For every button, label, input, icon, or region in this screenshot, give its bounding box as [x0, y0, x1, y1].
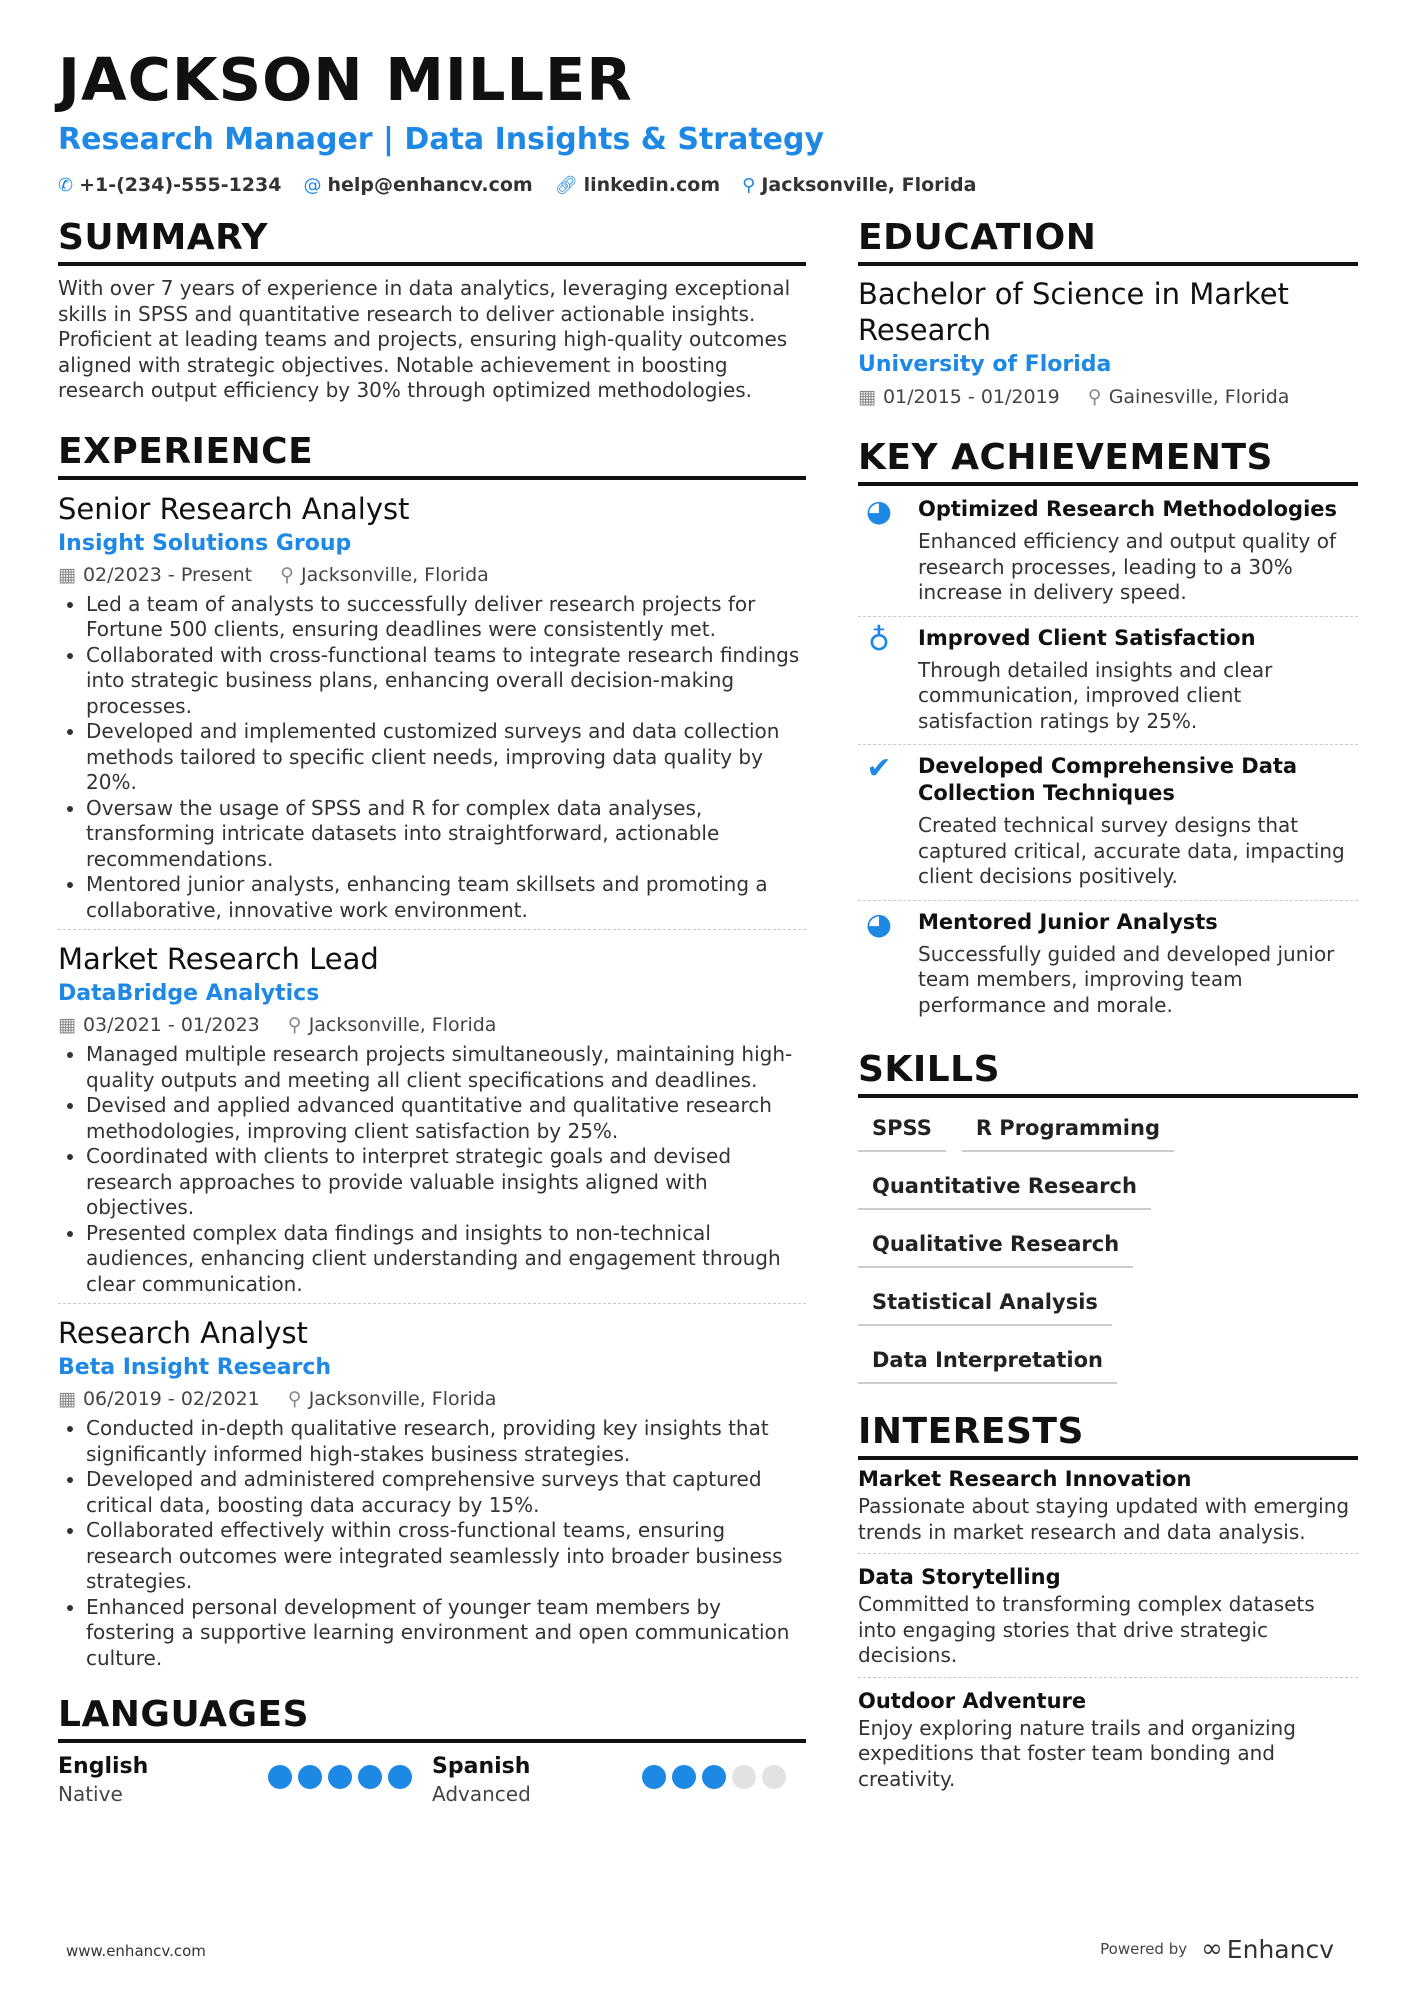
skills-heading: SKILLS [858, 1048, 1358, 1098]
achievement-title: Optimized Research Methodologies [918, 497, 1338, 521]
interest-title: Market Research Innovation [858, 1467, 1192, 1491]
head-lightbulb-icon: ◕ [865, 494, 893, 529]
rating-dot-filled [358, 1765, 382, 1789]
interest-item [858, 1464, 1358, 1554]
calendar-icon: ▦ [858, 386, 876, 408]
footer-brand [1100, 1934, 1334, 1964]
candidate-name: JACKSON MILLER [58, 45, 633, 114]
experience-heading: EXPERIENCE [58, 430, 806, 480]
location-pin-icon: ⚲ [742, 174, 756, 196]
language-item [432, 1753, 806, 1807]
rating-dot-filled [702, 1765, 726, 1789]
education-section [858, 216, 1358, 412]
job-company: Beta Insight Research [58, 1355, 332, 1380]
education-dates: 01/2015 - 01/2019 [882, 386, 1060, 408]
calendar-icon: ▦ [58, 1388, 76, 1410]
skill-tag: SPSS [858, 1112, 946, 1152]
interest-title: Data Storytelling [858, 1565, 1061, 1589]
head-lightbulb-icon: ◕ [865, 906, 893, 942]
location-pin-icon: ⚲ [287, 1388, 302, 1410]
job-bullet: • Conducted in-depth qualitative research, providing key insights that significantly informed high-stakes business strategies. [86, 1416, 806, 1467]
job-bullets [58, 1042, 806, 1297]
job-location: Jacksonville, Florida [308, 1014, 497, 1036]
checkmark-icon: ✔ [866, 751, 892, 786]
achievement-desc: Enhanced efficiency and output quality of research processes, leading to a 30% increase in delivery speed. [918, 529, 1336, 604]
linkedin-text: linkedin.com [583, 174, 721, 196]
rating-dot-filled [268, 1765, 292, 1789]
contact-linkedin[interactable] [555, 174, 720, 196]
job-role: Market Research Lead [58, 942, 379, 976]
powered-by-label: Powered by [1100, 1940, 1188, 1958]
rating-dot-empty [762, 1765, 786, 1789]
achievement-item [858, 488, 1358, 617]
job-bullet: • Oversaw the usage of SPSS and R for complex data analyses, transforming intricate datasets into straightforward, actionable recommendations. [86, 796, 806, 873]
left-column [58, 216, 806, 1807]
job-dates: 02/2023 - Present [82, 563, 253, 586]
job-company: Insight Solutions Group [58, 530, 352, 556]
languages-section [58, 1693, 806, 1807]
achievement-item [858, 901, 1358, 1029]
education-location: Gainesville, Florida [1108, 386, 1290, 408]
interest-title: Outdoor Adventure [858, 1688, 1087, 1713]
job-bullet: • Developed and administered comprehensive surveys that captured critical data, boosting data accuracy by 15%. [86, 1467, 806, 1518]
skill-tag: Statistical Analysis [858, 1286, 1112, 1326]
summary-section [58, 216, 806, 404]
job-bullet: • Presented complex data findings and insights to non-technical audiences, enhancing client understanding and engagement through clear communication. [86, 1221, 806, 1298]
job-company: DataBridge Analytics [58, 981, 320, 1006]
summary-text: With over 7 years of experience in data analytics, leveraging exceptional skills in SPSS and quantitative research to deliver actionable insights. Proficient at leading teams and projects, ensuring high-quality outcomes aligned with strategic objectives. Notable achievement in boosting research output efficiency by 30% through optimized methodologies. [58, 276, 791, 402]
achievements-heading: KEY ACHIEVEMENTS [858, 436, 1358, 486]
job-meta [58, 1384, 806, 1414]
language-rating [642, 1765, 786, 1789]
job-entry [58, 490, 806, 931]
job-role: Research Analyst [58, 1316, 308, 1350]
candidate-title: Research Manager | Data Insights & Strategy [58, 122, 825, 157]
rating-dot-filled [388, 1765, 412, 1789]
location-text: Jacksonville, Florida [761, 174, 977, 196]
lightbulb-icon: ♁ [868, 622, 890, 658]
brand-name: Enhancv [1226, 1934, 1334, 1964]
footer-website[interactable]: www.enhancv.com [66, 1942, 206, 1960]
rating-dot-filled [328, 1765, 352, 1789]
calendar-icon: ▦ [58, 563, 76, 586]
rating-dot-empty [732, 1765, 756, 1789]
right-column [858, 216, 1358, 1808]
job-bullet: • Coordinated with clients to interpret strategic goals and devised research approaches to provide valuable insights aligned with objectives. [86, 1144, 806, 1221]
interest-item [858, 1562, 1358, 1678]
skill-tag: Quantitative Research [858, 1170, 1151, 1210]
language-rating [268, 1765, 412, 1789]
contact-phone[interactable] [58, 174, 281, 196]
language-level: Native [58, 1782, 123, 1806]
job-bullet: • Collaborated with cross-functional teams to integrate research findings into strategic business plans, enhancing overall decision-making processes. [86, 643, 806, 720]
contact-location [742, 174, 976, 196]
job-bullet: • Managed multiple research projects simultaneously, maintaining high-quality outputs and meeting all client specifications and deadlines. [86, 1042, 806, 1093]
link-icon: 🔗︎ [554, 174, 578, 196]
job-entry [58, 1314, 806, 1677]
brand-logo[interactable] [1201, 1934, 1334, 1964]
language-name: English [58, 1754, 149, 1779]
achievement-desc: Created technical survey designs that captured critical, accurate data, impacting client decisions positively. [918, 813, 1345, 888]
job-dates: 06/2019 - 02/2021 [82, 1388, 260, 1410]
contact-email[interactable] [303, 174, 532, 196]
calendar-icon: ▦ [58, 1014, 76, 1036]
skill-tag: Data Interpretation [858, 1344, 1117, 1384]
job-meta [58, 560, 806, 590]
experience-section [58, 430, 806, 1678]
at-sign-icon: @ [303, 174, 322, 196]
location-pin-icon: ⚲ [1087, 386, 1102, 408]
phone-icon: ✆ [58, 174, 74, 196]
job-bullet: • Devised and applied advanced quantitative and qualitative research methodologies, improving client satisfaction by 25%. [86, 1093, 806, 1144]
job-role: Senior Research Analyst [58, 491, 410, 526]
rating-dot-filled [672, 1765, 696, 1789]
summary-heading: SUMMARY [58, 216, 806, 266]
languages-list [58, 1753, 806, 1807]
job-bullet: • Led a team of analysts to successfully deliver research projects for Fortune 500 clients, ensuring deadlines were consistently met. [86, 592, 806, 643]
achievement-title: Developed Comprehensive Data Collection Techniques [918, 754, 1298, 805]
enhancv-logo-icon: ∞ [1201, 1934, 1219, 1964]
language-item [58, 1753, 432, 1807]
job-meta [58, 1010, 806, 1040]
language-level: Advanced [432, 1782, 531, 1806]
languages-heading: LANGUAGES [58, 1693, 806, 1743]
job-bullet: • Mentored junior analysts, enhancing team skillsets and promoting a collaborative, innovative work environment. [86, 872, 806, 923]
job-bullet: • Collaborated effectively within cross-functional teams, ensuring research outcomes were integrated seamlessly into broader business strategies. [86, 1518, 806, 1595]
job-bullets [58, 592, 806, 924]
job-entry [58, 940, 806, 1304]
interests-heading: INTERESTS [858, 1410, 1358, 1460]
contact-bar [58, 174, 1358, 196]
achievement-desc: Through detailed insights and clear communication, improved client satisfaction ratings by 25%. [918, 657, 1273, 733]
interest-desc: Passionate about staying updated with emerging trends in market research and data analysis. [858, 1494, 1350, 1544]
skills-section [858, 1048, 1358, 1384]
achievement-item [858, 745, 1358, 901]
skill-tag: Qualitative Research [858, 1228, 1133, 1268]
job-location: Jacksonville, Florida [308, 1388, 497, 1410]
degree-title: Bachelor of Science in Market Research [858, 277, 1289, 347]
email-text: help@enhancv.com [327, 174, 533, 196]
achievement-item [858, 617, 1358, 746]
location-pin-icon: ⚲ [280, 563, 295, 586]
school-name: University of Florida [858, 352, 1112, 377]
rating-dot-filled [642, 1765, 666, 1789]
education-meta [858, 382, 1358, 412]
phone-text: +1-(234)-555-1234 [79, 174, 282, 196]
achievement-title: Mentored Junior Analysts [918, 909, 1218, 934]
resume-header [58, 44, 1358, 196]
achievement-desc: Successfully guided and developed junior team members, improving team performance and morale. [918, 941, 1335, 1017]
job-bullet: • Enhanced personal development of younger team members by fostering a supportive learning environment and open communication culture. [86, 1595, 806, 1672]
interest-desc: Enjoy exploring nature trails and organizing expeditions that foster team bonding and creativity. [858, 1715, 1296, 1791]
skill-tag: R Programming [962, 1112, 1174, 1152]
rating-dot-filled [298, 1765, 322, 1789]
interest-item [858, 1686, 1358, 1801]
education-heading: EDUCATION [858, 216, 1358, 266]
job-dates: 03/2021 - 01/2023 [82, 1014, 260, 1036]
achievements-section [858, 436, 1358, 1028]
job-bullet: • Developed and implemented customized surveys and data collection methods tailored to specific client needs, improving data quality by 20%. [86, 719, 806, 796]
language-name: Spanish [432, 1754, 531, 1779]
skills-list [858, 1112, 1358, 1384]
job-bullets [58, 1416, 806, 1671]
achievement-title: Improved Client Satisfaction [918, 625, 1256, 650]
job-location: Jacksonville, Florida [301, 563, 489, 586]
interests-section [858, 1410, 1358, 1800]
location-pin-icon: ⚲ [287, 1014, 302, 1036]
interest-desc: Committed to transforming complex datasets into engaging stories that drive strategic decisions. [858, 1592, 1315, 1667]
